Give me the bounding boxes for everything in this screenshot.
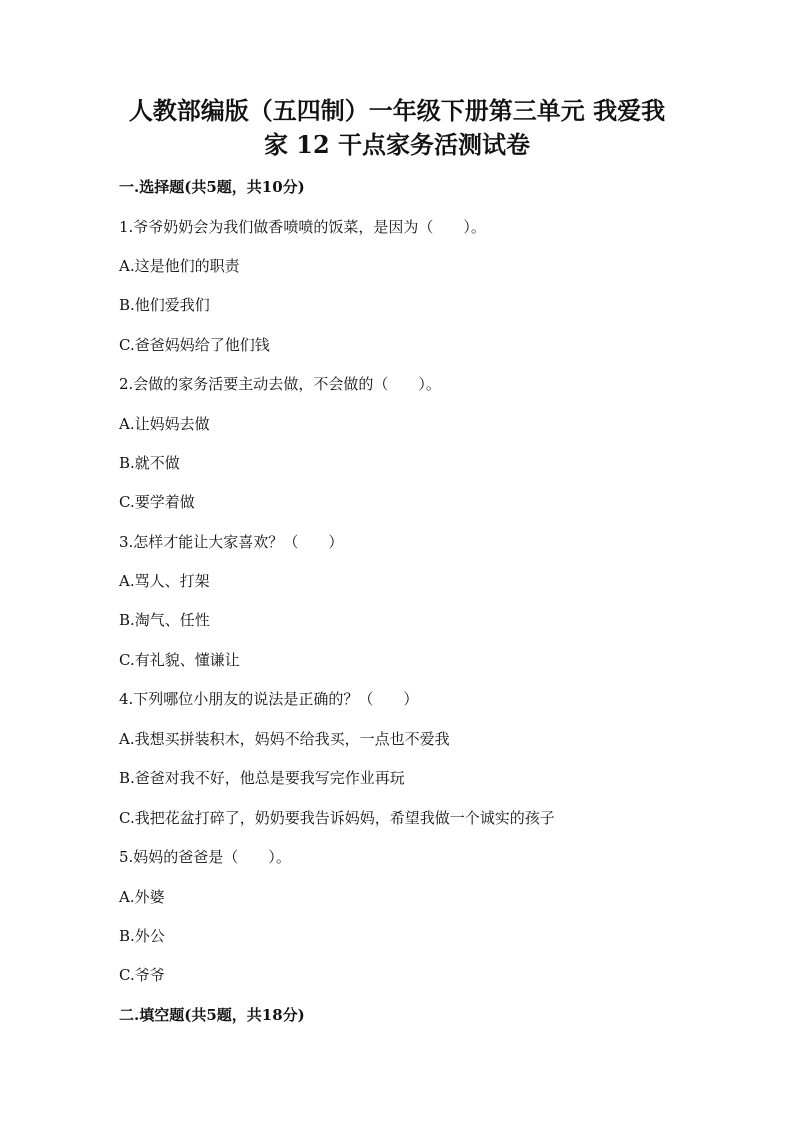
question-3-stem: 3.怎样才能让大家喜欢？（ ） xyxy=(119,533,344,551)
section-heading-choice: 一.选择题(共5题，共10分) xyxy=(119,178,305,196)
question-3-option-a: A.骂人、打架 xyxy=(119,572,210,590)
question-1-option-b: B.他们爱我们 xyxy=(119,296,210,314)
question-2-stem: 2.会做的家务活要主动去做，不会做的（ ）。 xyxy=(119,375,441,393)
question-4-option-a: A.我想买拼装积木，妈妈不给我买，一点也不爱我 xyxy=(119,730,450,748)
question-4-stem: 4.下列哪位小朋友的说法是正确的？（ ） xyxy=(119,690,419,708)
question-2-option-a: A.让妈妈去做 xyxy=(119,415,210,433)
question-4-option-c: C.我把花盆打碎了，奶奶要我告诉妈妈，希望我做一个诚实的孩子 xyxy=(119,809,555,827)
title-line-2: 家 12 干点家务活测试卷 xyxy=(263,130,531,159)
question-3-option-c: C.有礼貌、懂谦让 xyxy=(119,651,240,669)
question-5-option-a: A.外婆 xyxy=(119,888,165,906)
question-2-option-c: C.要学着做 xyxy=(119,493,195,511)
question-5-stem: 5.妈妈的爸爸是（ ）。 xyxy=(119,848,291,866)
page-title xyxy=(100,94,694,162)
question-1-option-c: C.爸爸妈妈给了他们钱 xyxy=(119,336,270,354)
question-4-option-b: B.爸爸对我不好，他总是要我写完作业再玩 xyxy=(119,769,405,787)
question-2-option-b: B.就不做 xyxy=(119,454,180,472)
section-heading-fill-blank: 二.填空题(共5题，共18分) xyxy=(119,1006,305,1024)
question-1-option-a: A.这是他们的职责 xyxy=(119,257,240,275)
question-1-stem: 1.爷爷奶奶会为我们做香喷喷的饭菜，是因为（ ）。 xyxy=(119,218,486,236)
title-line-1: 人教部编版（五四制）一年级下册第三单元 我爱我 xyxy=(128,96,666,125)
question-3-option-b: B.淘气、任性 xyxy=(119,611,210,629)
question-5-option-c: C.爷爷 xyxy=(119,966,165,984)
question-5-option-b: B.外公 xyxy=(119,927,165,945)
